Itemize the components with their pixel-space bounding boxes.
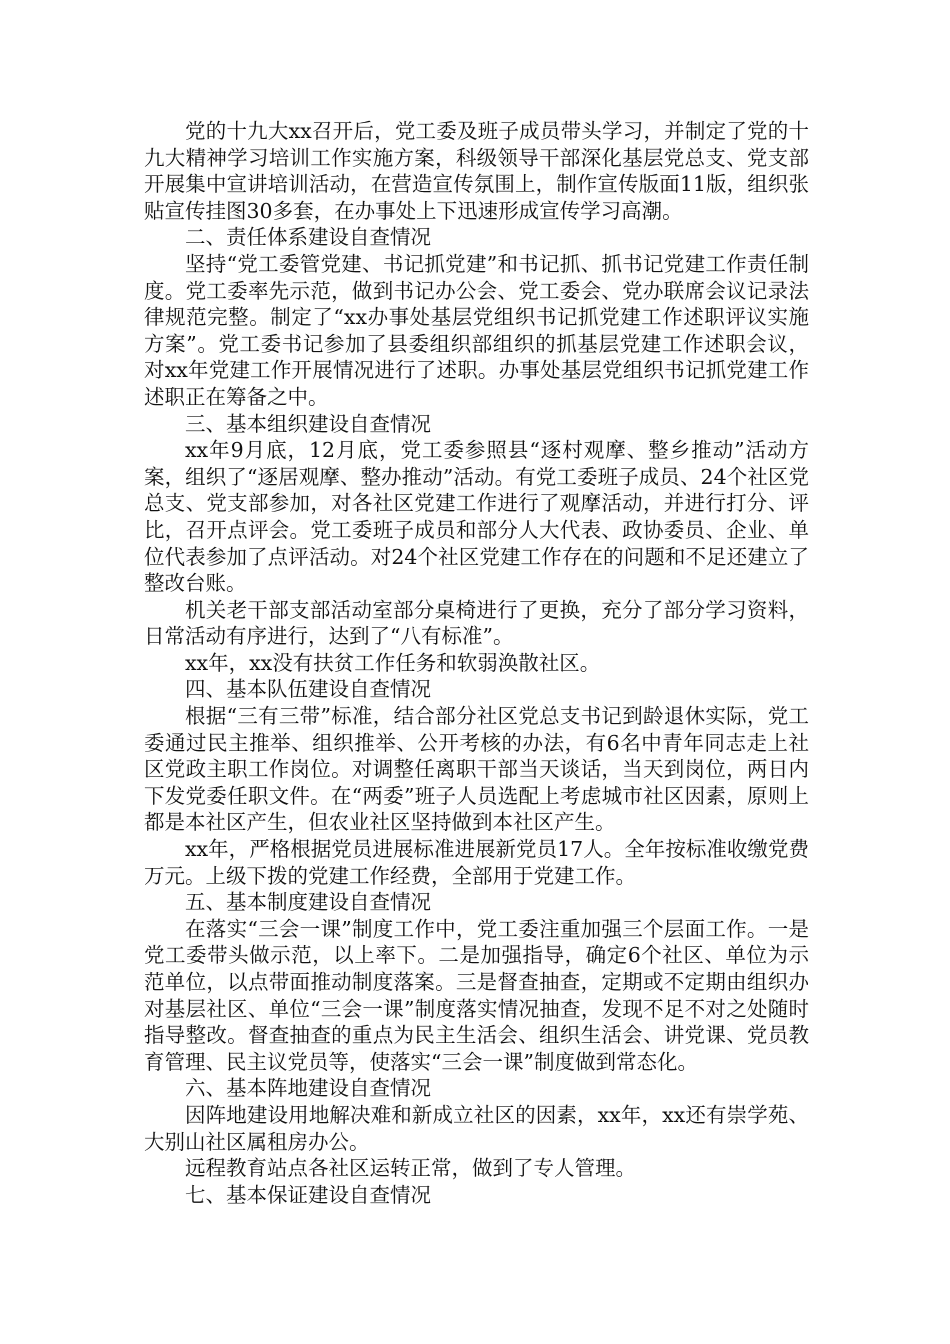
section-heading-position: 六、基本阵地建设自查情况 — [185, 1076, 431, 1101]
section-heading-system: 五、基本制度建设自查情况 — [185, 890, 431, 915]
paragraph-three-meetings: 在落实“三会一课”制度工作中，党工委注重加强三个层面工作。一是党工委带头做示范，以上率下。二是加强指导，确定6个社区、单位为示范单位，以点带面推动制度落案。三是督查抽查，定期或不定期由组织办对基层社区、单位“三会一课”制度落实情况抽查，发现不足不对之处随时指导整改。督查抽查的重点为民主生活会、组织生活会、讲党课、党员教育管理、民主议党员等，使落实“三会一课”制度做到常态化。 — [144, 916, 809, 1074]
paragraph-team-selection: 根据“三有三带”标准，结合部分社区党总支书记到龄退休实际，党工委通过民主推举、组织推举、公开考核的办法，有6名中青年同志走上社区党政主职工作岗位。对调整任离职干部当天谈话，当天到岗位，两日内下发党委任职文件。在“两委”班子人员选配上考虑城市社区因素，原则上都是本社区产生，但农业社区坚持做到本社区产生。 — [144, 704, 809, 835]
paragraph-activity-room: 机关老干部支部活动室部分桌椅进行了更换，充分了部分学习资料，日常活动有序进行，达到了“八有标准”。 — [144, 597, 809, 649]
paragraph-responsibility: 坚持“党工委管党建、书记抓党建”和书记抓、抓书记党建工作责任制度。党工委率先示范，做到书记办公会、党工委会、党办联席会议记录法律规范完整。制定了“xx办事处基层党组织书记抓党建工作述职评议实施方案”。党工委书记参加了县委组织部组织的抓基层党建工作述职会议，对xx年党建工作开展情况进行了述职。办事处基层党组织书记抓党建工作述职正在筹备之中。 — [144, 251, 809, 409]
paragraph-office-space: 因阵地建设用地解决难和新成立社区的因素，xx年，xx还有崇学苑、大别山社区属租房办公。 — [144, 1102, 809, 1154]
paragraph-new-members: xx年，严格根据党员进展标准进展新党员17人。全年按标准收缴党费万元。上级下拨的党建工作经费，全部用于党建工作。 — [144, 837, 809, 888]
paragraph-study-report: 党的十九大xx召开后，党工委及班子成员带头学习，并制定了党的十九大精神学习培训工作实施方案，科级领导干部深化基层党总支、党支部开展集中宣讲培训活动，在营造宣传氛围上，制作宣传版面11版，组织张贴宣传挂图30多套，在办事处上下迅速形成宣传学习高潮。 — [144, 119, 809, 223]
paragraph-remote-education: 远程教育站点各社区运转正常，做到了专人管理。 — [185, 1156, 636, 1181]
section-heading-organization: 三、基本组织建设自查情况 — [185, 411, 431, 436]
section-heading-guarantee: 七、基本保证建设自查情况 — [185, 1182, 431, 1207]
paragraph-poverty: xx年，xx没有扶贫工作任务和软弱涣散社区。 — [185, 650, 601, 675]
paragraph-organization-observation: xx年9月底，12月底，党工委参照县“逐村观摩、整乡推动”活动方案，组织了“逐居观摩、整办推动”活动。有党工委班子成员、24个社区党总支、党支部参加，对各社区党建工作进行了观摩活动，并进行打分、评比，召开点评会。党工委班子成员和部分人大代表、政协委员、企业、单位代表参加了点评活动。对24个社区党建工作存在的问题和不足还建立了整改台账。 — [144, 438, 809, 596]
document-body — [144, 118, 809, 1208]
section-heading-responsibility: 二、责任体系建设自查情况 — [185, 225, 431, 250]
section-heading-team: 四、基本队伍建设自查情况 — [185, 677, 431, 702]
